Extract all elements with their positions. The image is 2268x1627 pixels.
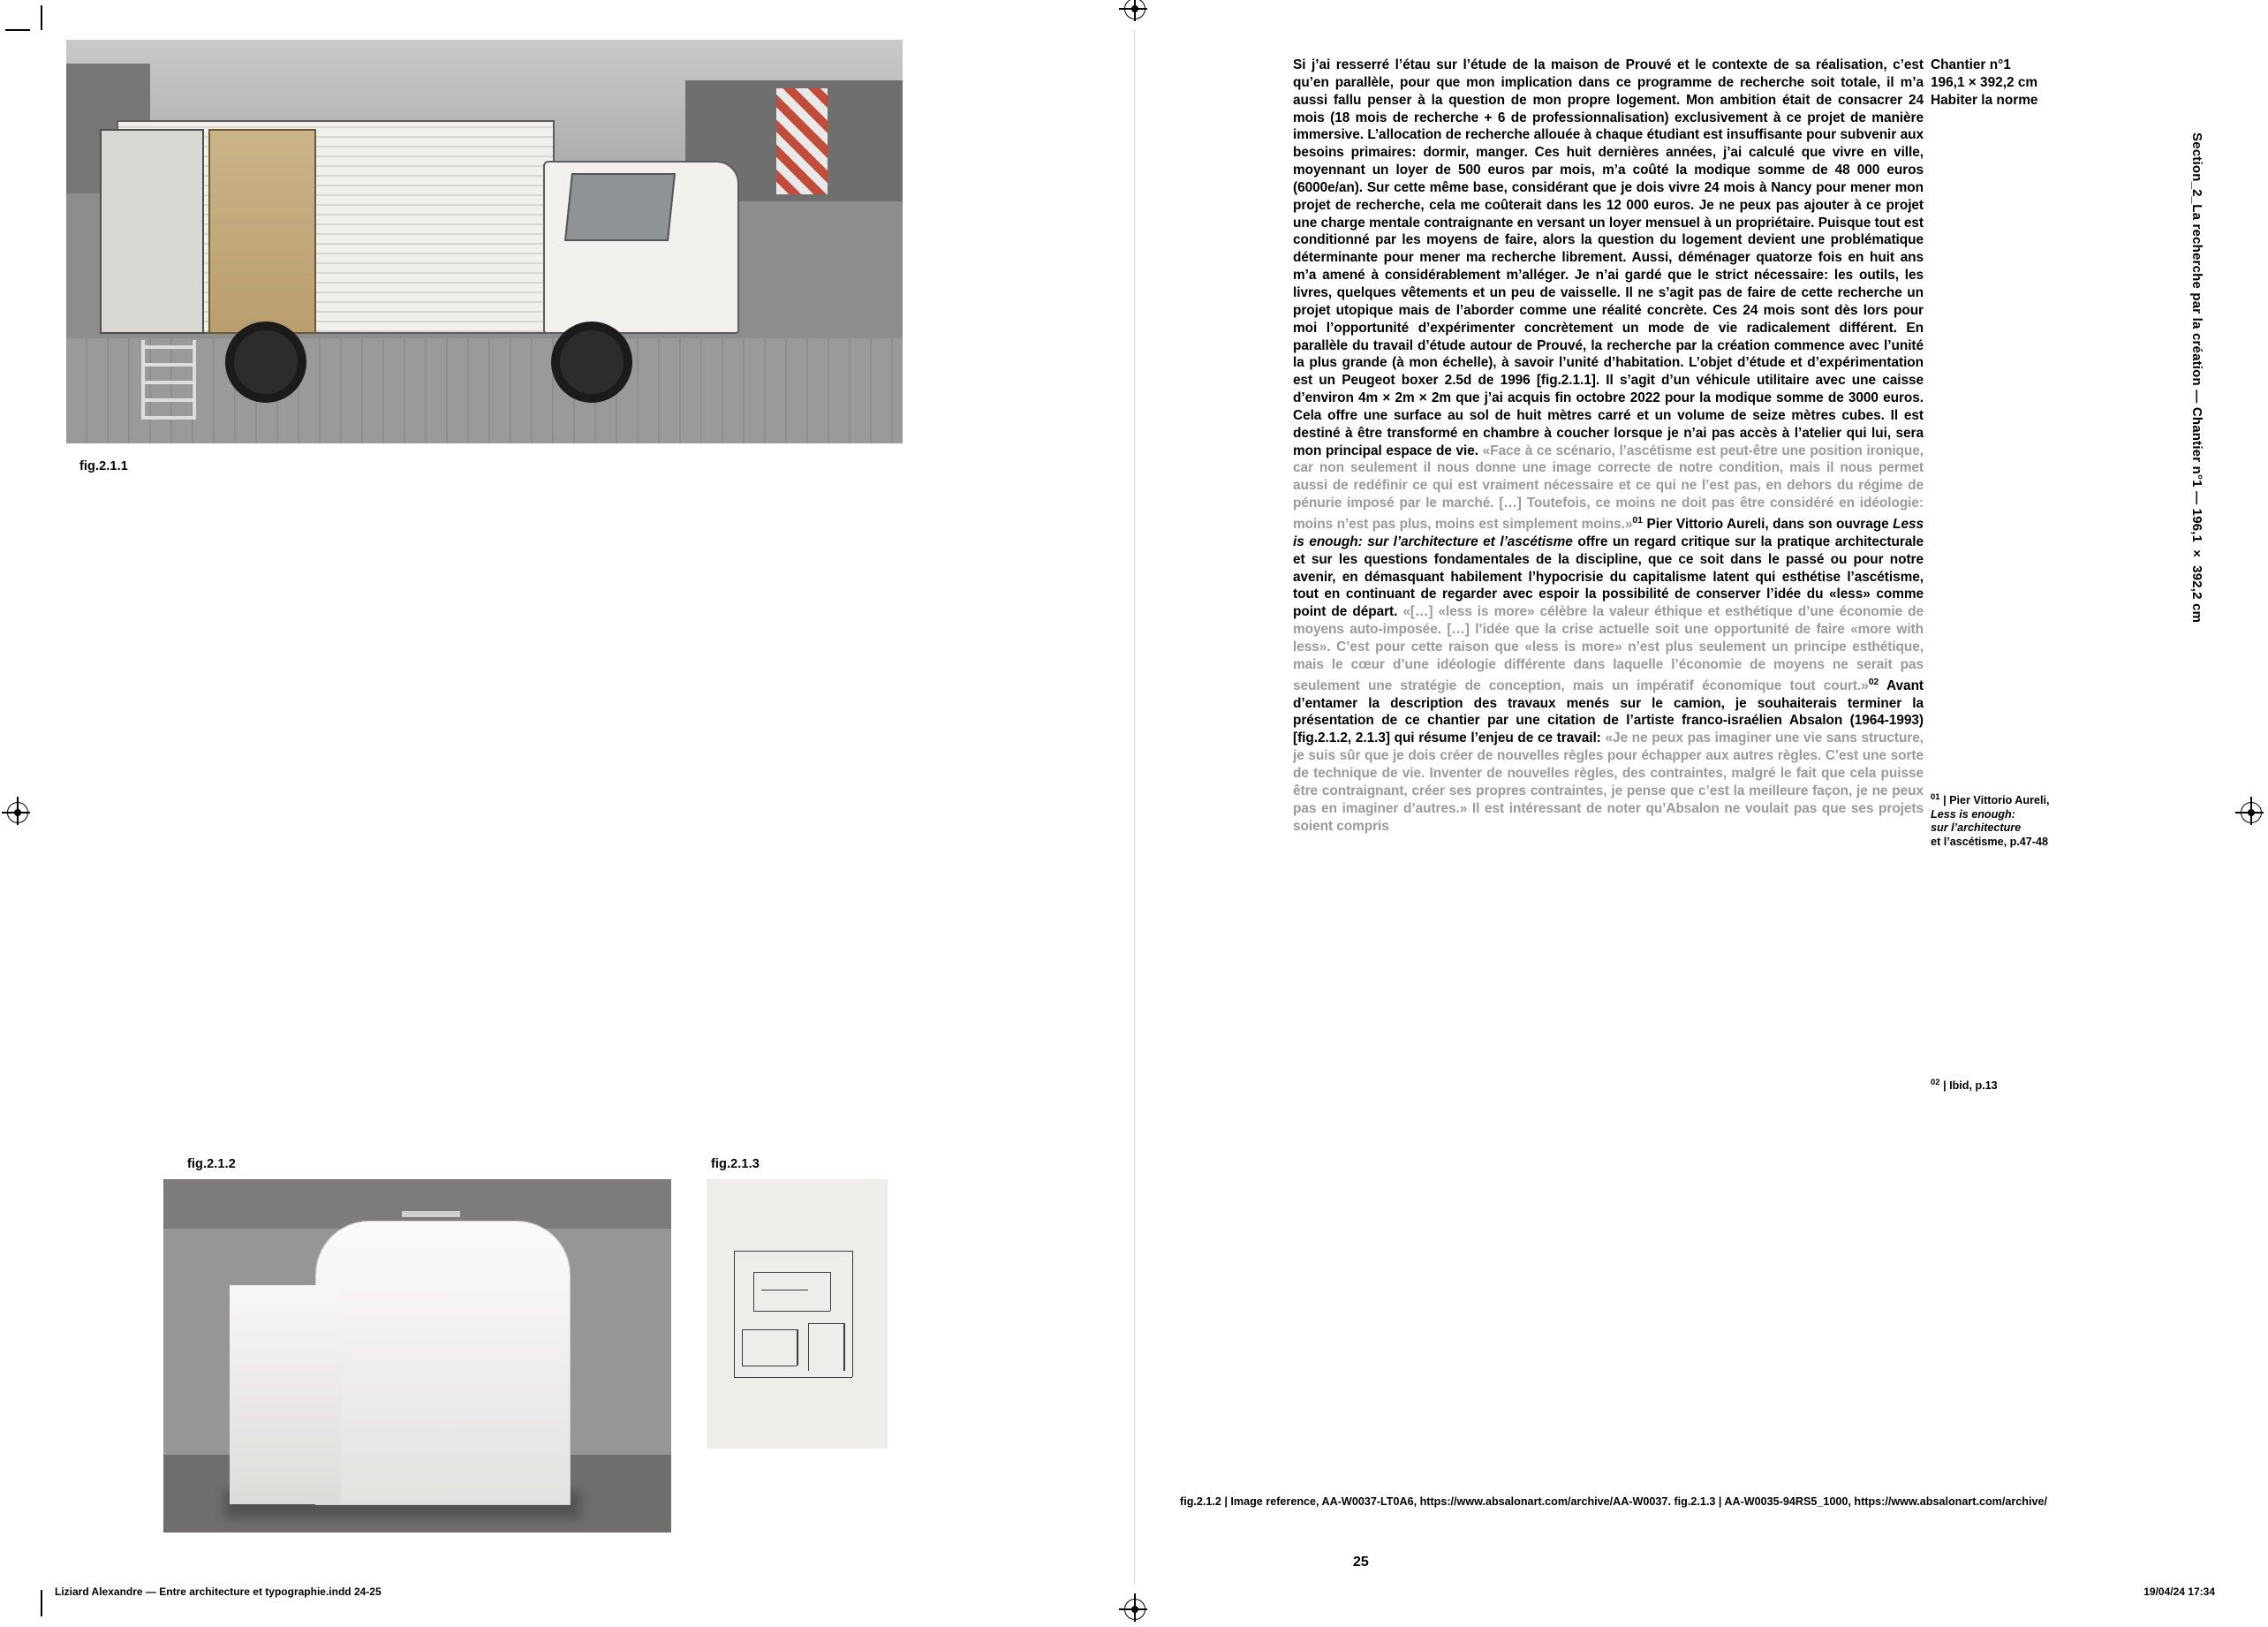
plywood-panel xyxy=(208,129,316,335)
sketch-line xyxy=(742,1329,743,1366)
gallery-room-illustration xyxy=(163,1179,671,1532)
book-title-less-is-enough: Less is enough: sur l’architecture et l’ascétisme xyxy=(1293,517,1924,549)
sketch-line xyxy=(843,1323,844,1372)
cell-small-volume xyxy=(230,1285,342,1504)
image-credits: fig.2.1.2 | Image reference, AA-W0037-LT0A6, https://www.absalonart.com/archive/AA-W0037. fig.2.1.3 | AA-W0035-94RS5_1000, https://www.absalonart.com/archive/ xyxy=(1180,1495,2047,1508)
registration-mark-bottom xyxy=(1124,1599,1145,1620)
chantier-heading-block xyxy=(1931,57,2098,110)
crop-mark-gutter xyxy=(1134,30,1135,1585)
sketch-lines-group xyxy=(729,1238,866,1389)
registration-dot xyxy=(2248,809,2255,816)
van-rear-door xyxy=(100,129,204,335)
body-paragraph xyxy=(1293,57,1924,835)
body-text-part-2: Pier Vittorio Aureli, dans son ouvrage xyxy=(1642,517,1894,533)
print-timestamp: 19/04/24 17:34 xyxy=(2143,1585,2215,1598)
sketch-line xyxy=(852,1251,853,1377)
body-text-column xyxy=(1293,57,1924,835)
footnote-ref-01: 01 xyxy=(1632,514,1643,526)
registration-dot xyxy=(1131,5,1138,12)
footnote-ref-02: 02 xyxy=(1868,676,1879,687)
body-text-part-3: offre un regard critique sur la pratique architecturale et sur les questions fondamentales de la discipline, que ce soit dans le passé ou pour notre avenir, en démasquant habilement l’hypocrisie du capitalisme latent qui esthétise l’ascétisme, tout en continuant de regarder avec espoir la possibilité de conserver l’idée du «less» comme point de départ. xyxy=(1293,534,1924,620)
sketch-line xyxy=(753,1272,830,1273)
footnote-02-number: 02 xyxy=(1931,1078,1940,1087)
registration-mark-top xyxy=(1124,0,1145,19)
registration-mark-left xyxy=(7,802,28,823)
sketch-line xyxy=(753,1311,830,1312)
body-text-part-4: Avant d’entamer la description des travaux menés sur le camion, je souhaiterais terminer la présentation de ce chantier par une citation de l’artiste franco-israélien Absalon (1964-1993) [fig.2.1.2, 2.1.3] qui résume l’enjeu de ce travail: xyxy=(1293,677,1924,746)
footnote-01-line3: sur l’architecture xyxy=(1931,821,2022,835)
sketch-line xyxy=(734,1251,852,1252)
footnote-01-line1: Pier Vittorio Aureli, xyxy=(1949,794,2050,807)
ceiling-lamp xyxy=(402,1211,460,1217)
van-illustration xyxy=(66,40,903,443)
sketch-line xyxy=(808,1323,844,1324)
quote-aureli-2: «[…] «less is more» célèbre la valeur éthique et esthétique d’une économie de moyens auto-imposée. […] l’idée que la crise actuelle soit une opportunité de faire «more with less». C’est pour cette raison que «less is more» n’est plus seulement un principe esthétique, mais le cœur d’une idéologie différente dans laquelle l’économie de moyens ne serait pas seulement une stratégie de conception, mais un impératif économique tout court.» xyxy=(1293,604,1924,693)
sketch-line xyxy=(808,1323,809,1372)
figure-caption-213: fig.2.1.3 xyxy=(711,1157,760,1171)
registration-dot xyxy=(1131,1606,1138,1613)
sketch-line xyxy=(830,1272,831,1311)
van-rear-wheel xyxy=(225,322,306,403)
footnote-01-line4: et l’ascétisme, p.47-48 xyxy=(1931,835,2049,848)
footnote-02 xyxy=(1931,1076,2103,1093)
cell-large-volume xyxy=(316,1222,571,1504)
figure-absalon-drawing xyxy=(707,1179,888,1449)
figure-absalon-cell-photo xyxy=(163,1179,671,1532)
footnote-01 xyxy=(1931,791,2103,850)
sketch-line xyxy=(734,1377,852,1378)
print-file-slug: Liziard Alexandre — Entre architecture et typographie.indd 24-25 xyxy=(55,1585,382,1598)
crop-mark-bottom-left-v xyxy=(41,1590,42,1616)
van-front-wheel xyxy=(551,322,632,403)
hazard-stripe-panel xyxy=(776,88,828,194)
crop-mark-top-left-v xyxy=(41,5,42,30)
sketch-line xyxy=(742,1329,797,1330)
footnote-01-line2: Less is enough: xyxy=(1931,807,2015,821)
running-head-vertical: Section_2_La recherche par la création — Chantier n°1 — 196,1 × 392,2 cm xyxy=(2189,132,2204,624)
footnote-02-text: | Ibid, p.13 xyxy=(1943,1079,1998,1093)
quote-aureli-1: «Face à ce scénario, l’ascétisme est peut-être une position ironique, car non seulement il nous donne une image correcte de notre condition, mais il nous permet aussi de redéfinir ce qui est vraiment nécessaire et ce qui ne l’est pas, en dehors du régime de pénurie imposé par le marché. […] Toutefois, ce moins ne doit pas être considéré en idéologie: moins n’est pas plus, moins est simplement moins.» xyxy=(1293,443,1924,533)
chantier-dimensions: 196,1 × 392,2 cm xyxy=(1931,74,2038,90)
footnote-01-separator: | xyxy=(1943,794,1950,807)
step-ladder xyxy=(141,340,196,420)
sketch-line xyxy=(797,1329,798,1366)
van-windshield xyxy=(564,173,676,241)
page-number: 25 xyxy=(1353,1555,1369,1570)
figure-caption-212: fig.2.1.2 xyxy=(187,1157,236,1171)
registration-dot xyxy=(14,809,21,816)
chantier-subtitle: Habiter la norme xyxy=(1931,92,2038,108)
crop-mark-top-left-h xyxy=(5,29,30,31)
sketch-line xyxy=(753,1272,754,1311)
chantier-title: Chantier n°1 xyxy=(1931,57,2011,72)
footnote-01-number: 01 xyxy=(1931,792,1940,802)
sketch-line xyxy=(734,1251,735,1377)
body-text-part-1: Si j’ai resserré l’étau sur l’étude de la maison de Prouvé et le contexte de sa réalisation, c’est qu’en parallèle, pour que mon implication dans ce programme de recherche soit totale, il m’a aussi fallu penser à la question de mon propre logement. Mon ambition était de consacrer 24 mois (18 mois de recherche + 6 de professionnalisation) exclusivement à ce projet de manière immersive. L’allocation de recherche allouée à chaque étudiant est insuffisante pour subvenir aux besoins primaires: dormir, manger. Ces huit dernières années, j’ai calculé que vivre en ville, moyennant un loyer de 500 euros par mois, m’a coûté la modique somme de 48 000 euros (6000e/an). Sur cette même base, considérant que je dois vivre 24 mois à Nancy pour mener mon projet de recherche, cela me coûterait dans les 12 000 euros. Je ne peux pas ajouter à ce projet une charge mentale contraignante en versant un loyer mensuel à un propriétaire. Puisque tout est conditionné par les moyens de faire, alors la question du logement devient une problématique déterminante pour mener ma recherche librement. Aussi, déménager quatorze fois en huit ans m’a amené à considérablement m’alléger. Je n’ai gardé que le strict nécessaire: les outils, les livres, quelques vêtements et un peu de vaisselle. Il ne s’agit pas de faire de cette recherche un projet utopique mais de l’aborder comme une réalité concrète. Ces 24 mois sont dès lors pour moi l’opportunité d’expérimenter concrètement un mode de vie radicalement différent. En parallèle du travail d’étude autour de Prouvé, la recherche par la création commence avec l’unité la plus grande (à mon échelle), à savoir l’unité d’habitation. L’objet d’étude et d’expérimentation est un Peugeot boxer 2.5d de 1996 [fig.2.1.1]. Il s’agit d’un véhicule utilitaire avec une caisse d’environ 4m × 2m × 2m que j’ai acquis fin octobre 2022 pour la modique somme de 3000 euros. Cela offre une surface au sol de huit mètres carré et un volume de seize mètres cubes. Il est destiné à être transformé en chambre à coucher lorsque je n’ai pas accès à l’atelier qui lui, sera mon principal espace de vie. xyxy=(1293,57,1924,458)
quote-absalon: «Je ne peux pas imaginer une vie sans structure, je suis sûr que je dois créer de nouvelles règles pour échapper aux autres règles. C’est une sorte de technique de vie. Inventer de nouvelles règles, des contraintes, malgré le fait que cela puisse être contraignant, créer ses propres contraintes, je pense que c’est la meilleure façon, je ne peux pas en imaginer d’autres.» Il est intéressant de noter qu’Absalon ne voulait pas que ses projets soient compris xyxy=(1293,730,1924,834)
figure-caption-211: fig.2.1.1 xyxy=(79,459,128,473)
figure-van-photo xyxy=(66,40,903,443)
registration-mark-right xyxy=(2241,802,2262,823)
sketch-illustration xyxy=(707,1179,888,1449)
